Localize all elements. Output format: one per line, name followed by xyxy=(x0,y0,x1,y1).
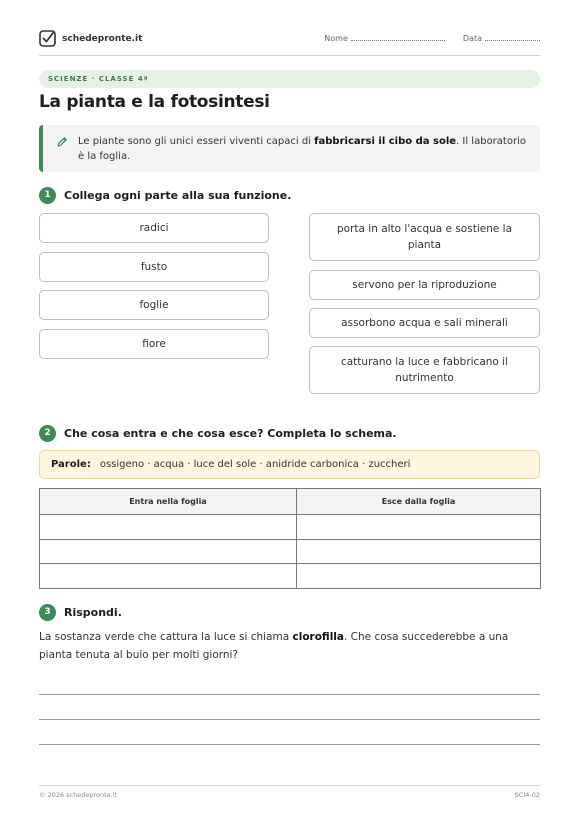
intro-text-part: Le piante sono gli unici esseri viventi capaci di xyxy=(78,136,315,147)
footer-copyright: © 2026 schedepronte.it xyxy=(39,791,118,799)
word-bank-words: ossigeno · acqua · luce del sole · anidride carbonica · zuccheri xyxy=(99,459,411,470)
table-row xyxy=(40,564,541,589)
brand-name: schedepronte.it xyxy=(62,33,143,44)
part-box-flower[interactable]: fiore xyxy=(39,329,269,359)
table-cell-in[interactable] xyxy=(40,564,297,589)
answer-line[interactable] xyxy=(39,744,540,745)
intro-callout xyxy=(39,125,540,172)
question-bold: clorofilla xyxy=(292,631,344,643)
function-box[interactable]: porta in alto l'acqua e sostiene la pianta xyxy=(309,213,540,261)
page-footer xyxy=(39,785,540,799)
name-label: Nome xyxy=(324,34,348,43)
question-1-header xyxy=(39,187,291,204)
checkbox-logo-icon xyxy=(39,30,56,47)
question-number: 3 xyxy=(39,604,56,621)
subject-badge: SCIENZE · CLASSE 4ª xyxy=(39,70,540,88)
intro-text-part: . Il laboratorio è la foglia. xyxy=(78,136,526,162)
name-field[interactable] xyxy=(324,34,445,43)
word-bank-label: Parole: xyxy=(51,459,91,470)
pencil-icon xyxy=(56,136,68,148)
function-box[interactable]: servono per la riproduzione xyxy=(309,270,540,300)
page-title: La pianta e la fotosintesi xyxy=(39,92,270,112)
student-fields xyxy=(324,34,540,43)
in-out-table xyxy=(39,488,541,589)
table-cell-out[interactable] xyxy=(296,564,540,589)
table-cell-in[interactable] xyxy=(40,515,297,540)
question-number: 1 xyxy=(39,187,56,204)
function-box[interactable]: catturano la luce e fabbricano il nutrimento xyxy=(309,346,540,394)
brand xyxy=(39,30,142,47)
function-box[interactable]: assorbono acqua e sali minerali xyxy=(309,308,540,338)
answer-line[interactable] xyxy=(39,694,540,695)
question-2-header xyxy=(39,425,397,442)
table-row xyxy=(40,515,541,540)
column-header-out: Esce dalla foglia xyxy=(296,489,540,515)
question-number: 2 xyxy=(39,425,56,442)
question-text-part: . Che cosa succederebbe a una pianta tenuta al buio per molti giorni? xyxy=(39,631,509,661)
table-cell-out[interactable] xyxy=(296,539,540,564)
answer-line[interactable] xyxy=(39,719,540,720)
table-cell-in[interactable] xyxy=(40,539,297,564)
date-label: Data xyxy=(462,34,482,43)
column-header-in: Entra nella foglia xyxy=(40,489,297,515)
page-header xyxy=(39,30,540,56)
question-label: Collega ogni parte alla sua funzione. xyxy=(64,189,292,202)
table-header-row xyxy=(40,489,541,515)
question-text-part: La sostanza verde che cattura la luce si chiama xyxy=(39,631,293,643)
footer-code: SCI4-02 xyxy=(514,791,540,799)
part-box-roots[interactable]: radici xyxy=(39,213,269,243)
intro-bold: fabbricarsi il cibo da sole xyxy=(314,136,457,147)
name-dotted-line xyxy=(351,34,445,41)
date-dotted-line xyxy=(485,34,540,41)
table-cell-out[interactable] xyxy=(296,515,540,540)
part-box-stem[interactable]: fusto xyxy=(39,252,269,282)
question-3-text xyxy=(39,628,540,664)
intro-text xyxy=(78,134,530,164)
date-field[interactable] xyxy=(463,34,540,43)
question-3-header xyxy=(39,604,122,621)
question-label: Che cosa entra e che cosa esce? Completa lo schema. xyxy=(64,427,397,440)
table-row xyxy=(40,539,541,564)
question-label: Rispondi. xyxy=(64,606,122,619)
part-box-leaves[interactable]: foglie xyxy=(39,290,269,320)
word-bank xyxy=(39,450,540,479)
